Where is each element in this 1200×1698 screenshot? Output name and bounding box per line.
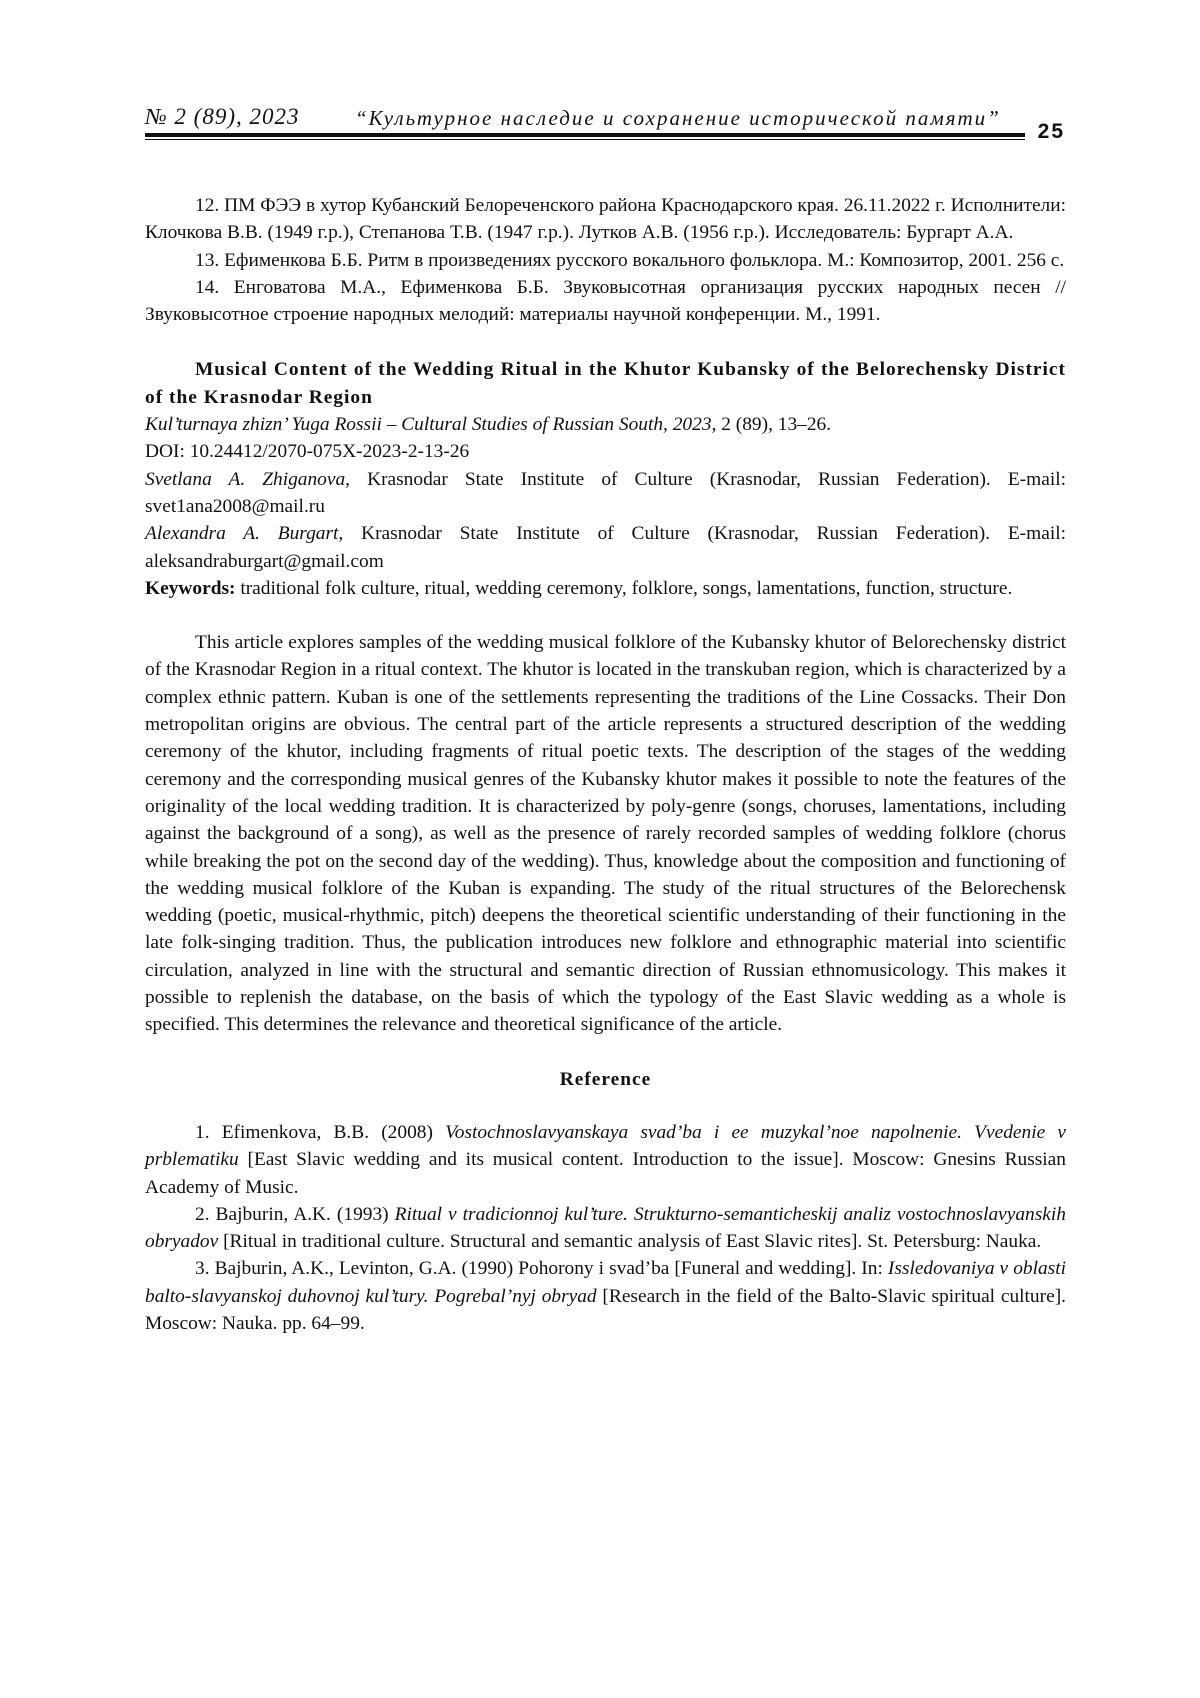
author-2-affiliation: , Krasnodar State Institute of Culture (Krasnodar, Russian Federation). E-mail: aleksandraburgart@gmail.com [145, 523, 1066, 572]
ref-3-authors: 3. Bajburin, A.K., Levinton, G.A. (1990) Pohorony i svad’ba [Funeral and wedding]. In: [195, 1258, 888, 1280]
author-1 [145, 466, 1066, 521]
author-2-name: Alexandra A. Burgart [145, 523, 339, 545]
reference-en-1 [145, 1119, 1066, 1201]
ref-1-authors: 1. Efimenkova, B.B. (2008) [195, 1121, 446, 1143]
doi: DOI: 10.24412/2070-075X-2023-2-13-26 [145, 441, 470, 463]
reference-ru-13: 13. Ефименкова Б.Б. Ритм в произведениях русского вокального фольклора. М.: Композитор, 2001. 256 с. [195, 249, 1065, 271]
issue-label: № 2 (89), 2023 [145, 104, 300, 129]
header-rule-thin [145, 139, 1025, 140]
abstract: This article explores samples of the wedding musical folklore of the Kubansky khutor of Belorechensky district of the Krasnodar Region in a ritual context. The khutor is located in the transkuban region, which is characterized by a complex ethnic pattern. Kuban is one of the settlements representing the traditions of the Line Cossacks. Their Don metropolitan origins are obvious. The central part of the article represents a structured description of the wedding ceremony of the khutor, including fragments of ritual poetic texts. The description of the stages of the wedding ceremony and the corresponding musical genres of the Kubansky khutor makes it possible to note the features of the originality of the local wedding tradition. It is characterized by poly-genre (songs, choruses, lamentations, including against the background of a song), as well as the presence of rarely recorded samples of wedding folklore (chorus while breaking the pot on the second day of the wedding). Thus, knowledge about the composition and functioning of the wedding musical folklore of the Kuban is expanding. The study of the ritual structures of the Belorechensk wedding (poetic, musical-rhythmic, pitch) deepens the theoretical scientific understanding of their functioning in the late folk-singing tradition. Thus, the publication introduces new folklore and ethnographic material into scientific circulation, analyzed in line with the structural and semantic direction of Russian ethnomusicology. This makes it possible to replenish the database, on the basis of which the typology of the East Slavic wedding as a whole is specified. This determines the relevance and theoretical significance of the article. [145, 632, 1066, 1036]
page-number: 25 [1037, 120, 1065, 143]
reference-heading: Reference [559, 1068, 652, 1090]
reference-ru-12: 12. ПМ ФЭЭ в хутор Кубанский Белореченского района Краснодарского края. 26.11.2022 г. Исполнители: Клочкова В.В. (1949 г.р.), Степанова Т.В. (1947 г.р.). Лутков А.В. (1956 г.р.). Исследователь: Бургарт А.А. [145, 195, 1066, 244]
author-2 [145, 520, 1066, 575]
citation-journal: Kul’turnaya zhizn’ Yuga Rossii – Cultural Studies of Russian South, 2023, [145, 414, 717, 436]
citation [145, 411, 1066, 438]
keywords [145, 575, 1066, 602]
ref-3-title: Issledovaniya v oblasti balto-slavyanskoj duhovnoj kul’tury. Pogrebal’nyj obryad [145, 1258, 1066, 1307]
reference-en-2 [145, 1201, 1066, 1256]
ref-1-title: Vostochnoslavyanskaya svad’ba i ee muzykal’noe napolnenie. Vvedenie v prblematiku [145, 1121, 1066, 1171]
reference-en-3 [145, 1255, 1066, 1337]
journal-title: “Культурное наследие и сохранение исторической памяти” [355, 106, 1001, 130]
ref-2-authors: 2. Bajburin, A.K. (1993) [195, 1203, 395, 1225]
ref-2-title: Ritual v tradicionnoj kul’ture. Strukturno-semanticheskij analiz vostochnoslavyanskih obryadov [145, 1203, 1066, 1253]
reference-ru-14: 14. Енговатова М.А., Ефименкова Б.Б. Звуковысотная организация русских народных песен // Звуковысотное строение народных мелодий: материалы научной конференции. М., 1991. [145, 276, 1066, 326]
keywords-label: Keywords: [145, 577, 236, 599]
citation-issue: 2 (89), 13–26. [716, 414, 832, 436]
author-1-name: Svetlana A. Zhiganova [145, 468, 346, 490]
keywords-list: traditional folk culture, ritual, wedding ceremony, folklore, songs, lamentations, function, structure. [235, 577, 1013, 599]
article-title: Musical Content of the Wedding Ritual in the Khutor Kubansky of the Belorechensky District of the Krasnodar Region [145, 359, 1066, 408]
ref-2-details: [Ritual in traditional culture. Structural and semantic analysis of East Slavic rites]. St. Petersburg: Nauka. [218, 1231, 1042, 1253]
header-rule [145, 133, 1025, 137]
author-1-affiliation: , Krasnodar State Institute of Culture (Krasnodar, Russian Federation). E-mail: svet1ana2008@mail.ru [145, 468, 1066, 517]
ref-1-details: [East Slavic wedding and its musical content. Introduction to the issue]. Moscow: Gnesins Russian Academy of Music. [145, 1149, 1066, 1198]
page-body [145, 192, 1066, 1337]
ref-3-details: [Research in the field of the Balto-Slavic spiritual culture]. Moscow: Nauka. pp. 64–99. [145, 1285, 1066, 1334]
running-header [145, 100, 1065, 146]
